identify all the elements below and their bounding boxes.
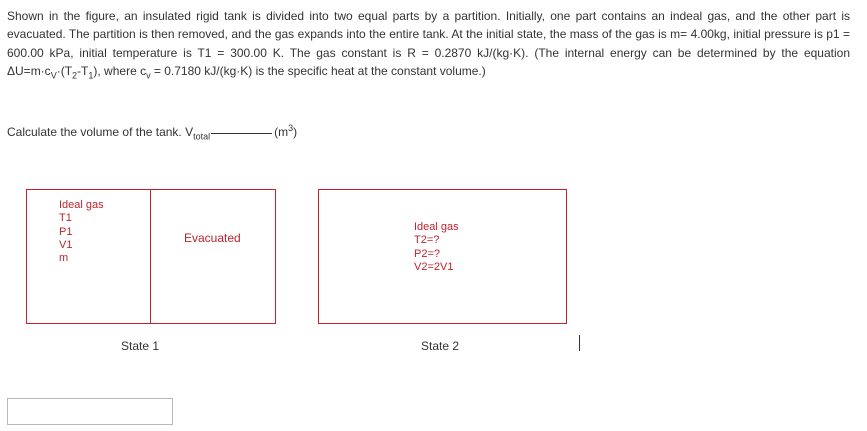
text-cursor [579, 335, 580, 351]
subscript-2: 2 [72, 70, 78, 81]
subscript-v: v [146, 70, 151, 81]
subscript-v: V [50, 70, 57, 81]
property-v2: V2=2V1 [414, 260, 454, 273]
state2-gas-properties [414, 221, 459, 274]
gas-label: Ideal gas [414, 221, 459, 233]
subscript-total: total [193, 131, 211, 142]
problem-statement [7, 7, 850, 85]
subscript-1: 1 [88, 70, 94, 81]
property-m: m [59, 252, 69, 265]
state1-label: State 1 [121, 339, 160, 353]
partition [150, 189, 151, 324]
property-v1: V1 [59, 238, 73, 251]
state2-label: State 2 [421, 339, 460, 353]
state1-gas-properties [59, 199, 104, 265]
evacuated-label: Evacuated [184, 231, 241, 245]
property-p2: P2=? [414, 247, 440, 260]
answer-blank-line [211, 133, 272, 134]
problem-text: ), where c [93, 64, 147, 79]
unit-text: ) [293, 125, 298, 139]
problem-text: Shown in the figure, an insulated rigid tank is divided into two equal parts by a partition. Initially, one part contains an indeal gas, and the other part is evacuated. The partition is then removed, and the gas expands into the entire tank. At the initial state, the mass of the gas is m= 4.00kg, initial pressure is p1 = 600.00 kPa, initial temperature is T1 = 300.00 K. The gas constant is R = 0.2870 kJ/(kg·K). (The internal energy can be determined by the equation ΔU=m·c [7, 9, 850, 79]
problem-text: ·(T [56, 64, 73, 79]
question [7, 119, 297, 145]
property-t1: T1 [59, 212, 72, 225]
unit-text: (m [274, 125, 289, 139]
answer-input[interactable] [7, 398, 173, 425]
problem-text: = 0.7180 kJ/(kg·K) is the specific heat at the constant volume.) [150, 64, 486, 79]
unit-superscript: 3 [288, 123, 294, 133]
property-t2: T2=? [414, 234, 440, 247]
property-p1: P1 [59, 225, 73, 238]
problem-text: -T [77, 64, 89, 79]
question-text: Calculate the volume of the tank. V [7, 125, 194, 139]
gas-label: Ideal gas [59, 199, 104, 211]
